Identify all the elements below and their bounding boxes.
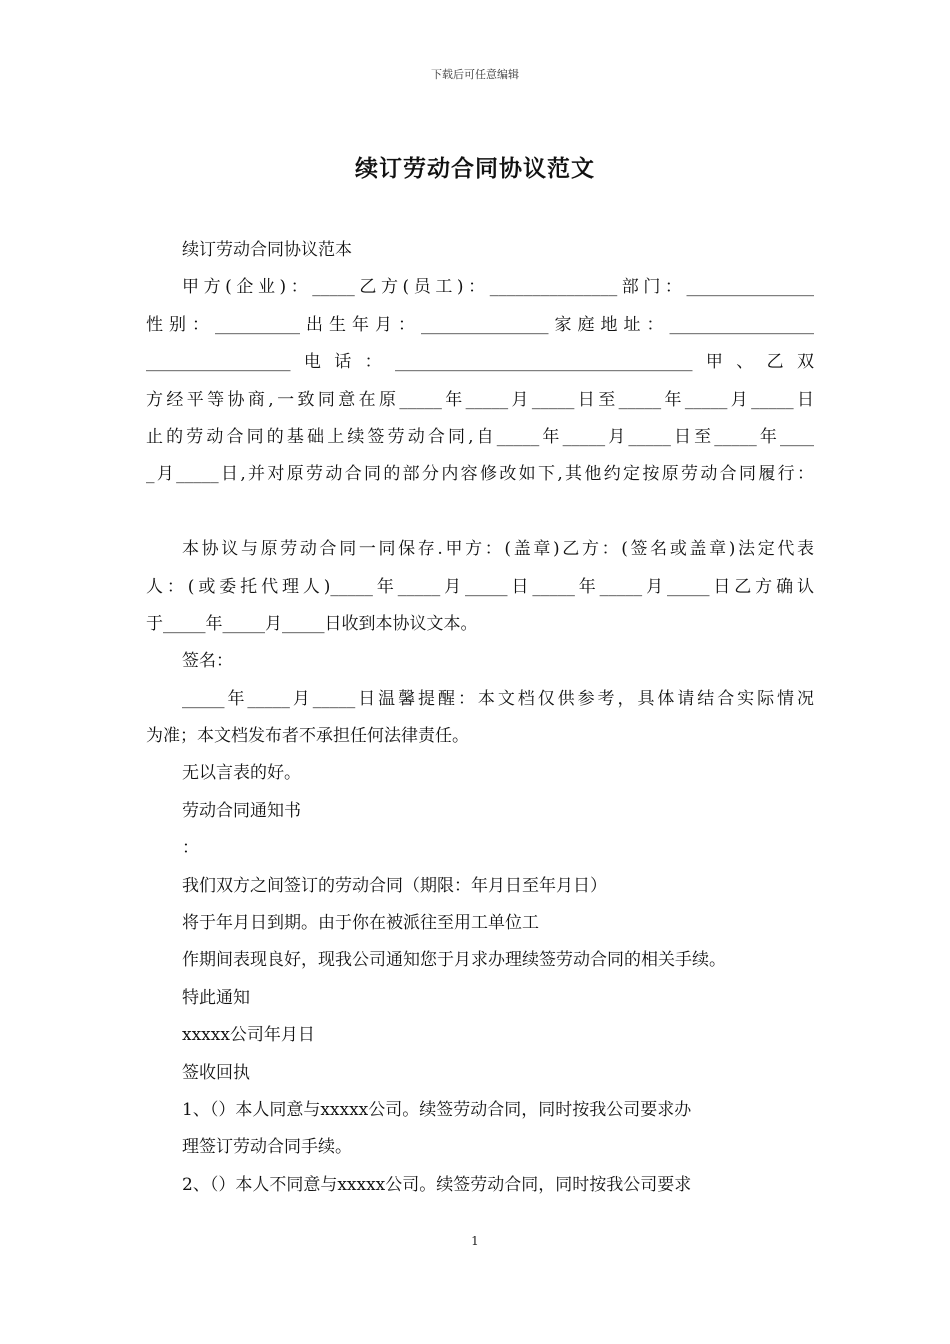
paragraph-line: 止的劳动合同的基础上续签劳动合同,自_____年_____月_____日至_____年____	[146, 426, 814, 447]
paragraph-line: 性别：__________出生年月：_______________家庭地址：_________________	[146, 314, 814, 335]
paragraph-line: 人：(或委托代理人)_____年_____月_____日_____年_____月_____日乙方确认	[146, 576, 814, 597]
paragraph-line: 签收回执	[182, 1062, 250, 1083]
paragraph-gap	[146, 494, 814, 531]
paragraph-line: 无以言表的好。	[182, 763, 301, 784]
paragraph-line: 于_____年_____月_____日收到本协议文本。	[146, 613, 478, 634]
page-header-note: 下载后可任意编辑	[431, 68, 519, 81]
document-title: 续订劳动合同协议范文	[355, 156, 595, 182]
paragraph-line: _________________电话：___________________________________甲、乙双	[146, 352, 814, 373]
paragraph-line: 1、（）本人同意与xxxxx公司。续签劳动合同，同时按我公司要求办	[182, 1099, 692, 1120]
paragraph-line: 为准；本文档发布者不承担任何法律责任。	[146, 726, 469, 747]
paragraph-line: 作期间表现良好，现我公司通知您于月求办理续签劳动合同的相关手续。	[182, 950, 726, 971]
page-number: 1	[471, 1234, 479, 1248]
paragraph-line: 方经平等协商,一致同意在原_____年_____月_____日至_____年_____月_____日	[146, 389, 814, 410]
paragraph-line: 我们双方之间签订的劳动合同（期限：年月日至年月日）	[182, 875, 607, 896]
paragraph-line: 本协议与原劳动合同一同保存.甲方：(盖章)乙方：(签名或盖章)法定代表	[182, 539, 814, 560]
paragraph-line: _月_____日,并对原劳动合同的部分内容修改如下,其他约定按原劳动合同履行：	[146, 464, 814, 485]
paragraph-line: xxxxx公司年月日	[182, 1025, 315, 1046]
paragraph-line: 特此通知	[182, 987, 250, 1008]
paragraph-line: 续订劳动合同协议范本	[182, 240, 352, 260]
paragraph-line: 理签订劳动合同手续。	[182, 1137, 352, 1158]
paragraph-line: _____年_____月_____日温馨提醒：本文档仅供参考，具体请结合实际情况	[182, 688, 814, 709]
paragraph-line: ：	[182, 838, 199, 859]
paragraph-line: 将于年月日到期。由于你在被派往至用工单位工	[182, 913, 539, 934]
paragraph-line: 2、（）本人不同意与xxxxx公司。续签劳动合同，同时按我公司要求	[182, 1174, 692, 1195]
paragraph-line: 甲方(企业)：_____乙方(员工)：_______________部门：_______________	[182, 277, 814, 298]
document-body	[146, 232, 814, 1204]
paragraph-line: 签名：	[182, 651, 233, 672]
paragraph-line: 劳动合同通知书	[182, 800, 301, 821]
